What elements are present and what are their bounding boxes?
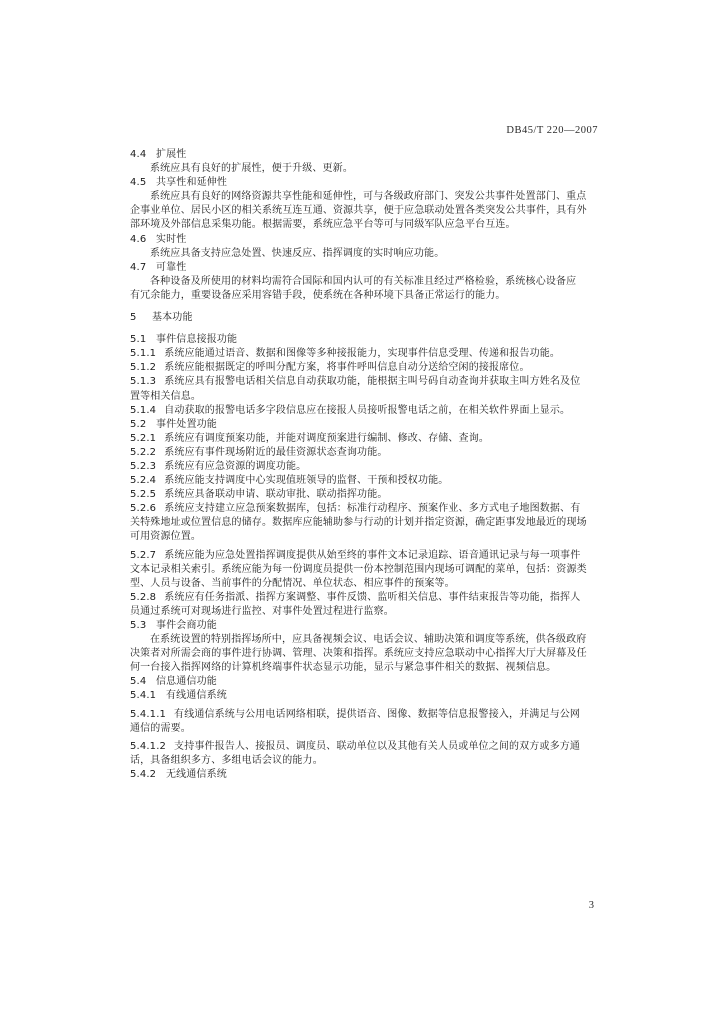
clause-5-1-4 bbox=[130, 404, 606, 418]
section-number: 5.2 bbox=[130, 418, 147, 430]
clause-continuation: 员通过系统可对现场进行监控、对事件处置过程进行监察。 bbox=[130, 605, 394, 617]
paragraph: 系统应具备支持应急处置、快速反应、指挥调度的实时响应功能。 bbox=[150, 247, 445, 259]
clause-number: 5.2.1 bbox=[130, 432, 157, 444]
clause-number: 5.1.2 bbox=[130, 362, 157, 374]
paragraph-line: 决策者对所需会商的事件进行协调、管理、决策和指挥。系统应支持应急联动中心指挥大厅大屏幕及任 bbox=[130, 648, 587, 660]
heading-5-2 bbox=[130, 418, 606, 432]
clause-text: 系统应能为应急处置指挥调度提供从始至终的事件文本记录追踪、语音通讯记录与每一项事件 bbox=[164, 549, 581, 561]
paragraph-line: 在系统设置的特别指挥场所中，应具备视频会议、电话会议、辅助决策和调度等系统，供各级政府 bbox=[150, 634, 587, 646]
section-title: 有线通信系统 bbox=[166, 690, 227, 702]
clause-continuation: 文本记录相关索引。系统应能为每一份调度员提供一份本控制范围内现场可调配的菜单，包括：资源类 bbox=[130, 563, 587, 575]
heading-5-4-2 bbox=[130, 768, 606, 782]
clause-text: 系统应具备联动申请、联动审批、联动指挥功能。 bbox=[164, 489, 388, 501]
document-body bbox=[130, 148, 606, 782]
section-number: 4.4 bbox=[130, 149, 147, 160]
clause-text: 系统应有应急资源的调度功能。 bbox=[164, 460, 307, 472]
chapter-title: 基本功能 bbox=[152, 312, 193, 324]
clause-number: 5.2.7 bbox=[130, 549, 157, 561]
heading-5-3 bbox=[130, 619, 606, 633]
clause-text: 系统应有调度预案功能，并能对调度预案进行编制、修改、存储、查询。 bbox=[164, 432, 490, 444]
page-number: 3 bbox=[588, 900, 594, 911]
paragraph-line: 有冗余能力，重要设备应采用容错手段，使系统在各种环境下具备正常运行的能力。 bbox=[130, 289, 506, 301]
clause-continuation: 通信的需要。 bbox=[130, 722, 191, 734]
clause-text: 系统应具有报警电话相关信息自动获取功能，能根据主叫号码自动查询并获取主叫方姓名及位 bbox=[164, 376, 581, 388]
paragraph-line: 企事业单位、居民小区的相关系统互连互通、资源共享，便于应急联动处置各类突发公共事件，具有外 bbox=[130, 205, 587, 217]
clause-continuation: 可用资源位置。 bbox=[130, 531, 202, 543]
clause-text: 支持事件报告人、接报员、调度员、联动单位以及其他有关人员或单位之间的双方或多方通 bbox=[174, 740, 581, 752]
paragraph-line: 何一台接入指挥网络的计算机终端事件状态显示功能，显示与紧急事件相关的数据、视频信息。 bbox=[130, 662, 557, 674]
section-number: 4.7 bbox=[130, 261, 147, 273]
clause-5-2-1 bbox=[130, 432, 606, 446]
clause-continuation: 话，具备组织多方、多组电话会议的能力。 bbox=[130, 754, 323, 766]
section-title: 可靠性 bbox=[156, 261, 187, 273]
heading-4-4 bbox=[130, 148, 606, 162]
section-title: 事件信息接报功能 bbox=[156, 334, 238, 346]
clause-number: 5.2.8 bbox=[130, 591, 157, 603]
heading-4-6 bbox=[130, 233, 606, 247]
section-title: 扩展性 bbox=[156, 149, 187, 160]
section-title: 事件会商功能 bbox=[156, 620, 217, 631]
section-number: 5.4.2 bbox=[130, 768, 157, 780]
clause-number: 5.2.3 bbox=[130, 460, 157, 472]
clause-number: 5.2.6 bbox=[130, 503, 157, 515]
clause-continuation: 关特殊地址或位置信息的储存。数据库应能辅助参与行动的计划并指定资源，确定距事发地最近的现场 bbox=[130, 517, 587, 529]
clause-5-2-2 bbox=[130, 446, 606, 460]
heading-4-5 bbox=[130, 176, 606, 190]
clause-text: 自动获取的报警电话多字段信息应在接报人员接听报警电话之前，在相关软件界面上显示。 bbox=[164, 404, 571, 416]
chapter-number: 5 bbox=[130, 312, 137, 324]
clause-text: 系统应有任务指派、指挥方案调整、事件反馈、监听相关信息、事件结束报告等功能，指挥人 bbox=[164, 591, 581, 603]
paragraph-line: 部环境及外部信息采集功能。根据需要，系统应急平台等可与同级军队应急平台互连。 bbox=[130, 219, 516, 231]
section-number: 5.1 bbox=[130, 334, 147, 346]
heading-4-7 bbox=[130, 261, 606, 275]
heading-5-1 bbox=[130, 333, 606, 347]
clause-number: 5.2.2 bbox=[130, 446, 157, 458]
clause-continuation: 置等相关信息。 bbox=[130, 390, 202, 402]
clause-number: 5.4.1.2 bbox=[130, 740, 167, 752]
section-title: 无线通信系统 bbox=[166, 768, 227, 780]
section-number: 5.4 bbox=[130, 676, 147, 688]
clause-text: 系统应支持建立应急预案数据库，包括：标准行动程序、预案作业、多方式电子地图数据、有 bbox=[164, 503, 581, 515]
clause-5-2-7 bbox=[130, 549, 606, 563]
clause-5-1-3 bbox=[130, 375, 606, 389]
section-number: 4.6 bbox=[130, 233, 147, 245]
section-title: 共享性和延伸性 bbox=[156, 177, 228, 189]
clause-number: 5.2.4 bbox=[130, 475, 157, 487]
clause-text: 有线通信系统与公用电话网络相联，提供语音、图像、数据等信息报警接入，并满足与公网 bbox=[174, 708, 581, 720]
section-number: 5.3 bbox=[130, 620, 147, 631]
clause-number: 5.4.1.1 bbox=[130, 708, 167, 720]
clause-number: 5.1.1 bbox=[130, 348, 157, 360]
clause-text: 系统应能通过语音、数据和图像等多种接报能力，实现事件信息受理、传递和报告功能。 bbox=[164, 348, 561, 360]
section-number: 5.4.1 bbox=[130, 690, 157, 702]
clause-5-4-1-1 bbox=[130, 708, 606, 722]
clause-5-4-1-2 bbox=[130, 740, 606, 754]
clause-5-2-5 bbox=[130, 488, 606, 502]
heading-5 bbox=[130, 311, 606, 325]
clause-5-2-6 bbox=[130, 502, 606, 516]
clause-number: 5.2.5 bbox=[130, 489, 157, 501]
clause-5-2-3 bbox=[130, 460, 606, 474]
heading-5-4 bbox=[130, 675, 606, 689]
clause-number: 5.1.3 bbox=[130, 376, 157, 388]
section-title: 事件处置功能 bbox=[156, 418, 217, 430]
clause-text: 系统应能支持调度中心实现值班领导的监督、干预和授权功能。 bbox=[164, 475, 449, 487]
clause-continuation: 型、人员与设备、当前事件的分配情况、单位状态、相应事件的预案等。 bbox=[130, 577, 455, 589]
clause-5-2-8 bbox=[130, 591, 606, 605]
clause-5-2-4 bbox=[130, 474, 606, 488]
paragraph: 系统应具有良好的扩展性，便于升级、更新。 bbox=[150, 163, 353, 175]
paragraph-line: 各种设备及所使用的材料均需符合国际和国内认可的有关标准且经过严格检验，系统核心设备应 bbox=[150, 275, 577, 287]
clause-5-1-2 bbox=[130, 361, 606, 375]
section-title: 信息通信功能 bbox=[156, 676, 217, 688]
clause-number: 5.1.4 bbox=[130, 404, 157, 416]
section-title: 实时性 bbox=[156, 233, 187, 245]
standard-code-header: DB45/T 220—2007 bbox=[506, 125, 598, 136]
clause-5-1-1 bbox=[130, 347, 606, 361]
clause-text: 系统应能根据既定的呼叫分配方案，将事件呼叫信息自动分送给空闲的接报席位。 bbox=[164, 362, 530, 374]
section-number: 4.5 bbox=[130, 177, 147, 189]
heading-5-4-1 bbox=[130, 689, 606, 703]
clause-text: 系统应有事件现场附近的最佳资源状态查询功能。 bbox=[164, 446, 388, 458]
paragraph-line: 系统应具有良好的网络资源共享性能和延伸性，可与各级政府部门、突发公共事件处置部门、重点 bbox=[150, 191, 587, 203]
